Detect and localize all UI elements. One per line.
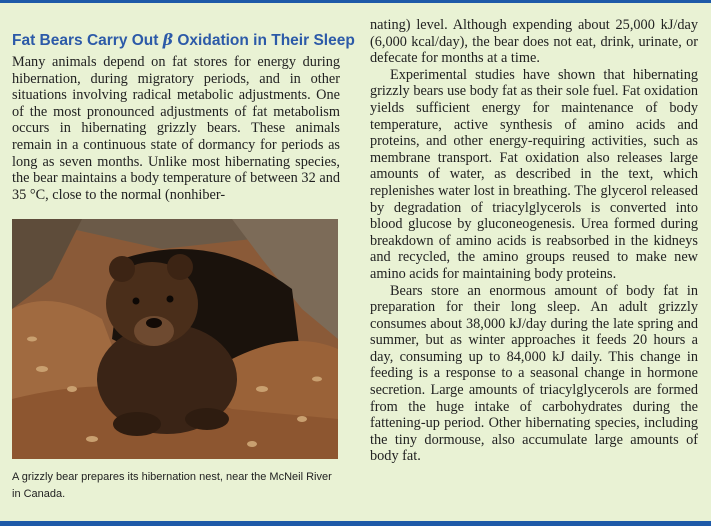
title-suffix: Oxidation in Their Sleep [177, 32, 355, 49]
bear-den-illustration [12, 219, 338, 459]
left-paragraph: Many animals depend on fat stores for energy during hibernation, during migratory periods, and in other situations involving radical metabolic adjustments. One of the most pronounced adjustments of fat metabolism occurs in hibernating grizzly bears. These animals remain in a continuous state of dormancy for periods as long as seven months. Unlike most hibernating species, the bear maintains a body temperature of between 32 and 35 °C, close to the normal (nonhiber- [12, 54, 340, 203]
right-paragraph-2: Experimental studies have shown that hibernating grizzly bears use body fat as their sole fuel. Fat oxidation yields sufficient energy for maintenance of body temperature, active synthesis of amino acids and proteins, and other energy-requiring activities, such as membrane transport. Fat oxidation also releases large amounts of water, as described in the text, which replenishes water lost in breathing. The glycerol released by degradation of triacylglycerols is converted into blood glucose by gluconeogenesis. Urea formed during breakdown of amino acids is reabsorbed in the kidneys and recycled, the amino groups reused to make new amino acids for maintaining body proteins. [370, 66, 698, 282]
right-paragraph-3: Bears store an enormous amount of body fat in preparation for their long sleep. An adult grizzly consumes about 38,000 kJ/day during the late spring and summer, but as winter approaches it feeds 20 hours a day, consuming up to 84,000 kJ daily. This change in feeding is a response to a seasonal change in hormone secretion. Large amounts of triacylglycerols are formed from the huge intake of carbohydrates during the fattening-up period. Other hibernating species, including the tiny dormouse, also accumulate large amounts of body fat. [370, 282, 698, 465]
title-beta: β [162, 30, 174, 49]
title-prefix: Fat Bears Carry Out [12, 32, 159, 49]
right-column [370, 17, 698, 465]
left-column [12, 30, 355, 203]
right-paragraph-1: nating) level. Although expending about 25,000 kJ/day (6,000 kcal/day), the bear does not eat, drink, urinate, or defecate for months at a time. [370, 17, 698, 67]
bear-photo [12, 219, 338, 459]
bottom-rule [0, 521, 711, 526]
box-title [12, 30, 355, 50]
photo-caption: A grizzly bear prepares its hibernation nest, near the McNeil River in Canada. [12, 471, 332, 500]
